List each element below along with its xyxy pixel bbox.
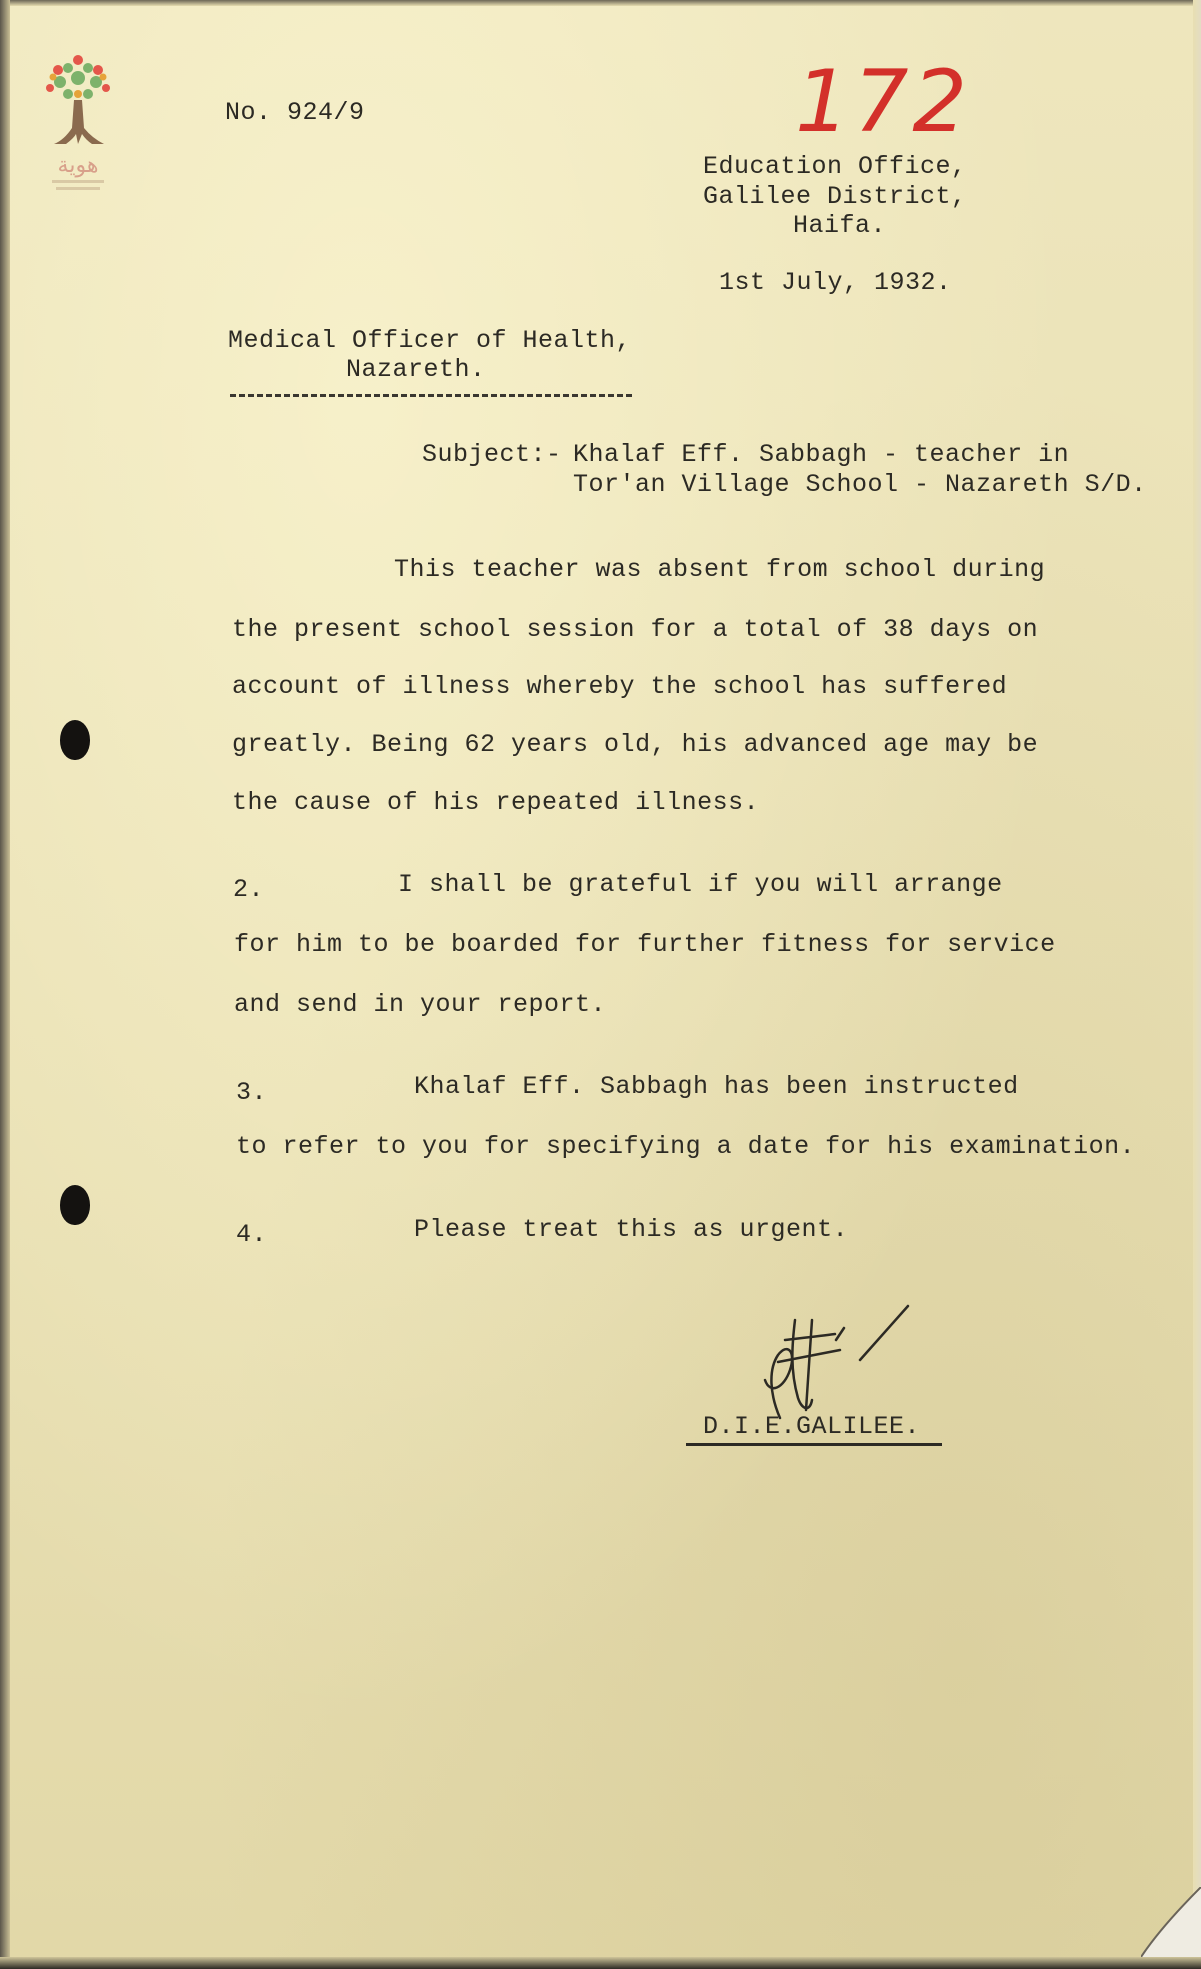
paragraph1-line: the present school session for a total of 38 days on: [232, 615, 1039, 644]
handwritten-signature: [740, 1300, 920, 1425]
recipient-line1: Medical Officer of Health,: [228, 326, 632, 355]
paper-edge-right: [1193, 0, 1201, 1969]
red-folio-number: 172: [795, 52, 972, 152]
recipient-line2: Nazareth.: [346, 355, 486, 384]
reference-number: No. 924/9: [225, 98, 365, 127]
signatory-title: D.I.E.GALILEE.: [703, 1412, 921, 1441]
torn-corner: [1141, 1887, 1201, 1957]
letter-date: 1st July, 1932.: [719, 268, 952, 297]
svg-text:هوية: هوية: [57, 153, 99, 178]
paragraph4-number: 4.: [236, 1220, 268, 1249]
paragraph1-line: the cause of his repeated illness.: [232, 788, 760, 817]
subject-line1: Khalaf Eff. Sabbagh - teacher in: [573, 440, 1070, 469]
paragraph1-line: account of illness whereby the school has suffered: [232, 672, 1008, 701]
paper-edge-bottom: [0, 1957, 1201, 1969]
recipient-underline: [230, 394, 632, 397]
paragraph3-line: Khalaf Eff. Sabbagh has been instructed: [414, 1072, 1019, 1101]
signature-underline: [686, 1443, 942, 1446]
archive-tree-logo-icon: [38, 50, 118, 200]
paragraph1-line: This teacher was absent from school during: [394, 555, 1046, 584]
paragraph2-number: 2.: [233, 875, 265, 904]
subject-label: Subject:-: [422, 440, 562, 469]
sender-address-line1: Education Office,: [703, 152, 967, 181]
punch-hole-mark: [60, 1185, 90, 1225]
paragraph2-line: for him to be boarded for further fitness for service: [234, 930, 1056, 959]
paper-edge-left: [0, 0, 10, 1969]
subject-line2: Tor'an Village School - Nazareth S/D.: [573, 470, 1147, 499]
punch-hole-mark: [60, 720, 90, 760]
paper-edge-top: [0, 0, 1201, 6]
sender-address-line2: Galilee District,: [703, 182, 967, 211]
paragraph2-line: and send in your report.: [234, 990, 607, 1019]
paragraph3-number: 3.: [236, 1078, 268, 1107]
sender-address-line3: Haifa.: [793, 211, 887, 240]
paragraph1-line: greatly. Being 62 years old, his advanced age may be: [232, 730, 1039, 759]
paragraph2-line: I shall be grateful if you will arrange: [398, 870, 1003, 899]
paragraph3-line: to refer to you for specifying a date for his examination.: [236, 1132, 1136, 1161]
paragraph4-line: Please treat this as urgent.: [414, 1215, 849, 1244]
